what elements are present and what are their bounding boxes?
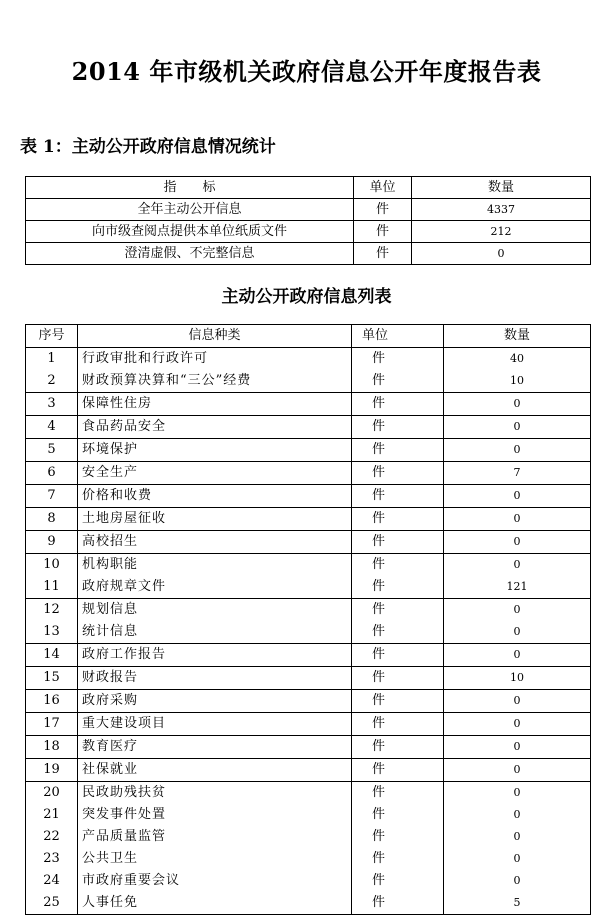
list-row-name: 行政审批和行政许可: [78, 348, 352, 371]
list-row-seq: 1: [26, 348, 78, 371]
list-row-count: 0: [444, 508, 591, 531]
list-row-unit: 件: [352, 848, 444, 870]
list-row-name: 财政预算决算和“三公”经费: [78, 370, 352, 393]
list-row-unit: 件: [352, 870, 444, 892]
list-row-seq: 3: [26, 393, 78, 416]
list-header-row: [26, 325, 591, 348]
list-row-count: 0: [513, 852, 521, 865]
list-row-seq: 22: [26, 826, 78, 848]
list-row: [26, 599, 591, 622]
list-row: [26, 393, 591, 416]
list-row-count: 0: [444, 644, 591, 667]
list-row-name: 公共卫生: [78, 848, 352, 870]
list-row-name: 人事任免: [78, 892, 352, 915]
header-indicator: 指 标: [26, 177, 354, 199]
list-row-unit: 件: [352, 439, 444, 462]
list-row-count: 0: [513, 625, 521, 638]
list-row: [26, 690, 591, 713]
list-row-name: 高校招生: [78, 531, 352, 554]
list-row: [26, 416, 591, 439]
list-row-name: 土地房屋征收: [78, 508, 352, 531]
list-row-unit: 件: [352, 393, 444, 416]
list-row-seq: 18: [26, 736, 78, 759]
summary-row-name: 全年主动公开信息: [26, 199, 354, 221]
list-row-seq: 5: [26, 439, 78, 462]
header-type: 信息种类: [78, 325, 352, 348]
list-row-count: 0: [513, 874, 521, 887]
list-row-name: 突发事件处置: [78, 804, 352, 826]
list-row-count: 0: [444, 690, 591, 713]
list-row-count: 10: [444, 667, 591, 690]
list-row-unit: 件: [352, 759, 444, 782]
list-row: [26, 826, 591, 848]
header-seq: 序号: [26, 325, 78, 348]
list-row-seq: 12: [26, 599, 78, 622]
list-row-count: 0: [444, 713, 591, 736]
list-row-seq: 9: [26, 531, 78, 554]
list-row: [26, 644, 591, 667]
list-row-name: 安全生产: [78, 462, 352, 485]
list-row-count: 0: [444, 531, 591, 554]
list-row-seq: 24: [26, 870, 78, 892]
list-row: [26, 508, 591, 531]
list-row-unit: 件: [352, 713, 444, 736]
list-row-unit: 件: [352, 485, 444, 508]
list-row-count: 0: [513, 830, 521, 843]
list-row-name: 政府工作报告: [78, 644, 352, 667]
list-row-name: 重大建设项目: [78, 713, 352, 736]
list-row-count: 0: [444, 759, 591, 782]
list-row-name: 规划信息: [78, 599, 352, 622]
header-unit: 单位: [354, 177, 412, 199]
list-row-seq: 11: [26, 576, 78, 599]
list-row: [26, 713, 591, 736]
list-row-unit: 件: [352, 554, 444, 577]
report-title: 2014 年市级机关政府信息公开年度报告表: [71, 57, 542, 86]
summary-row-unit: 件: [354, 243, 412, 265]
list-row: [26, 848, 591, 870]
summary-row-count: 0: [497, 246, 505, 260]
list-row-seq: 10: [26, 554, 78, 577]
list-row-unit: 件: [352, 621, 444, 644]
list-row-unit: 件: [352, 892, 444, 915]
list-row: [26, 370, 591, 393]
summary-row-name: 向市级查阅点提供本单位纸质文件: [26, 221, 354, 243]
list-row-seq: 2: [26, 370, 78, 393]
list-row-unit: 件: [352, 667, 444, 690]
list-row: [26, 554, 591, 577]
list-row: [26, 531, 591, 554]
list-row-unit: 件: [352, 416, 444, 439]
info-list-table: [25, 324, 591, 915]
list-row-seq: 13: [26, 621, 78, 644]
list-row-seq: 6: [26, 462, 78, 485]
list-row-seq: 8: [26, 508, 78, 531]
list-row-name: 机构职能: [78, 554, 352, 577]
list-row-name: 政府采购: [78, 690, 352, 713]
list-row-unit: 件: [352, 348, 444, 371]
list-row: [26, 348, 591, 371]
list-row-seq: 4: [26, 416, 78, 439]
list-row: [26, 667, 591, 690]
list-row-count: 0: [444, 782, 591, 805]
list-row-name: 食品药品安全: [78, 416, 352, 439]
list-row: [26, 576, 591, 599]
list-row-name: 价格和收费: [78, 485, 352, 508]
list-row-unit: 件: [352, 804, 444, 826]
summary-row: [26, 199, 591, 221]
list-row-seq: 7: [26, 485, 78, 508]
list-row-unit: 件: [352, 599, 444, 622]
summary-row-name: 澄清虚假、不完整信息: [26, 243, 354, 265]
list-row-seq: 25: [26, 892, 78, 915]
list-row-seq: 15: [26, 667, 78, 690]
list-row-name: 统计信息: [78, 621, 352, 644]
list-row: [26, 462, 591, 485]
list-row-count: 10: [510, 374, 524, 387]
list-row: [26, 870, 591, 892]
list-row-name: 环境保护: [78, 439, 352, 462]
list-row: [26, 759, 591, 782]
list-row-seq: 14: [26, 644, 78, 667]
summary-row: [26, 221, 591, 243]
summary-row-count: 4337: [412, 199, 591, 221]
list-row-unit: 件: [352, 508, 444, 531]
summary-header-row: [26, 177, 591, 199]
list-row-name: 教育医疗: [78, 736, 352, 759]
list-row-seq: 23: [26, 848, 78, 870]
summary-table: [25, 176, 591, 265]
list-row-count: 0: [444, 393, 591, 416]
list-row-name: 政府规章文件: [78, 576, 352, 599]
list-row-count: 0: [444, 485, 591, 508]
list-row-unit: 件: [352, 644, 444, 667]
list-row-count: 0: [513, 808, 521, 821]
header-count: 数量: [444, 325, 591, 348]
list-row: [26, 736, 591, 759]
list-row-count: 0: [444, 554, 591, 577]
list-row-unit: 件: [352, 736, 444, 759]
list-row-seq: 21: [26, 804, 78, 826]
list-row-unit: 件: [352, 826, 444, 848]
list-row-count: 40: [444, 348, 591, 371]
summary-row: [26, 243, 591, 265]
list-row-name: 市政府重要会议: [78, 870, 352, 892]
list-row-count: 0: [444, 736, 591, 759]
list-row-count: 121: [506, 580, 528, 593]
list-row-unit: 件: [352, 782, 444, 805]
list-caption: 主动公开政府信息列表: [221, 287, 392, 307]
list-row: [26, 439, 591, 462]
list-row: [26, 782, 591, 805]
list-row-name: 社保就业: [78, 759, 352, 782]
list-row: [26, 485, 591, 508]
list-row-unit: 件: [352, 531, 444, 554]
list-row-unit: 件: [352, 462, 444, 485]
list-row-count: 7: [444, 462, 591, 485]
list-row: [26, 804, 591, 826]
list-row-unit: 件: [352, 370, 444, 393]
header-count: 数量: [412, 177, 591, 199]
list-row-count: 0: [444, 416, 591, 439]
list-row: [26, 892, 591, 915]
list-row-count: 0: [444, 599, 591, 622]
list-row-count: 5: [513, 896, 521, 909]
list-row-unit: 件: [352, 576, 444, 599]
list-row-seq: 19: [26, 759, 78, 782]
list-row-unit: 件: [352, 690, 444, 713]
header-unit: 单位: [352, 325, 444, 348]
list-row-count: 0: [444, 439, 591, 462]
list-row-name: 民政助残扶贫: [78, 782, 352, 805]
list-row-name: 财政报告: [78, 667, 352, 690]
list-row-seq: 16: [26, 690, 78, 713]
list-row-seq: 17: [26, 713, 78, 736]
table1-caption: 表 1：主动公开政府信息情况统计: [20, 137, 276, 157]
summary-row-unit: 件: [354, 199, 412, 221]
list-row-name: 保障性住房: [78, 393, 352, 416]
list-row-name: 产品质量监管: [78, 826, 352, 848]
summary-row-count: 212: [412, 221, 591, 243]
list-row-seq: 20: [26, 782, 78, 805]
summary-row-unit: 件: [354, 221, 412, 243]
list-row: [26, 621, 591, 644]
